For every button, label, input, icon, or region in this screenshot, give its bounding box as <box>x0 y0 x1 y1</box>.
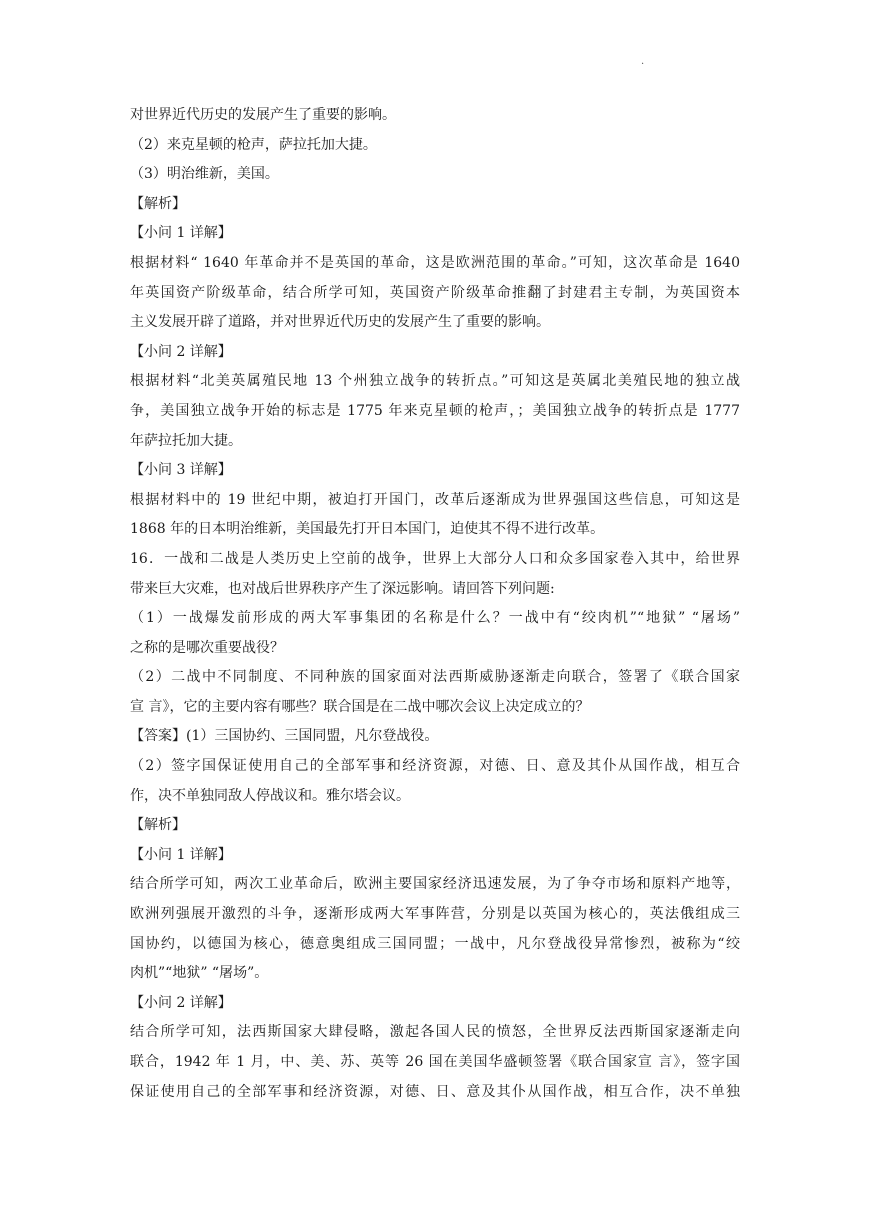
text-line: 根据材料“ 1640 年革命并不是英国的革命，这是欧洲范围的革命。”可知，这次革命是 1640 <box>130 254 740 271</box>
answer-line: （3）明治维新，美国。 <box>130 166 279 183</box>
text-line: 肉机”“地狱” “屠场”。 <box>130 965 269 982</box>
answer-line: 作，决不单独同敌人停战议和。雅尔塔会议。 <box>130 787 410 804</box>
text-line: 根据材料中的 19 世纪中期，被迫打开国门，改革后逐渐成为世界强国这些信息，可知这是 <box>130 491 740 508</box>
subsection-heading: 【小问 2 详解】 <box>130 343 232 360</box>
text-line: 结合所学可知，两次工业革命后，欧洲主要国家经济迅速发展，为了争夺市场和原料产地等， <box>130 876 740 893</box>
text-line: 根据材料“北美英属殖民地 13 个州独立战争的转折点。”可知这是英属北美殖民地的独立战 <box>130 373 740 390</box>
header-mark: . <box>641 56 645 67</box>
section-heading: 【解析】 <box>130 817 186 834</box>
text-line: 国协约，以德国为核心，德意奥组成三国同盟；一战中，凡尔登战役异常惨烈，被称为“绞 <box>130 935 740 952</box>
text-line: 对世界近代历史的发展产生了重要的影响。 <box>130 107 396 123</box>
answer-line: 【答案】(1）三国协约、三国同盟，凡尔登战役。 <box>130 728 439 745</box>
question-line: 之称的是哪次重要战役？ <box>130 639 284 656</box>
text-line: 保证使用自己的全部军事和经济资源，对德、日、意及其仆从国作战，相互合作，决不单独 <box>130 1083 740 1100</box>
subsection-heading: 【小问 3 详解】 <box>130 462 232 479</box>
section-heading: 【解析】 <box>130 195 186 212</box>
text-line: 主义发展开辟了道路，并对世界近代历史的发展产生了重要的影响。 <box>130 314 550 331</box>
subsection-heading: 【小问 2 详解】 <box>130 994 232 1011</box>
subsection-heading: 【小问 1 详解】 <box>130 846 232 863</box>
text-line: 联合，1942 年 1 月，中、美、苏、英等 26 国在美国华盛顿签署《联合国家宣 言》，签字国 <box>130 1054 740 1070</box>
text-line: 1868 年的日本明治维新，美国最先打开日本国门，迫使其不得不进行改革。 <box>130 521 605 538</box>
subsection-heading: 【小问 1 详解】 <box>130 225 232 242</box>
document-body <box>130 101 740 1107</box>
question-line: （2）二战中不同制度、不同种族的国家面对法西斯威胁逐渐走向联合，签署了《联合国家 <box>130 669 740 686</box>
text-line: 结合所学可知，法西斯国家大肆侵略，激起各国人民的愤怒，全世界反法西斯国家逐渐走向 <box>130 1024 740 1041</box>
text-line: 欧洲列强展开激烈的斗争，逐渐形成两大军事阵营，分别是以英国为核心的，英法俄组成三 <box>130 906 740 923</box>
question-line: 宣 言》，它的主要内容有哪些？联合国是在二战中哪次会议上决定成立的？ <box>130 698 590 715</box>
question-line: （1）一战爆发前形成的两大军事集团的名称是什么？一战中有“绞肉机”“地狱” “屠场” <box>130 610 740 627</box>
text-line: 争，美国独立战争开始的标志是 1775 年来克星顿的枪声，；美国独立战争的转折点是 1777 <box>130 402 740 419</box>
question-line: 16．一战和二战是人类历史上空前的战争，世界上大部分人口和众多国家卷入其中，给世界 <box>130 550 740 567</box>
answer-line: （2）签字国保证使用自己的全部军事和经济资源，对德、日、意及其仆从国作战，相互合 <box>130 758 740 775</box>
text-line: 年英国资产阶级革命，结合所学可知，英国资产阶级革命推翻了封建君主专制，为英国资本 <box>130 284 740 301</box>
text-line: 年萨拉托加大捷。 <box>130 432 242 449</box>
question-line: 带来巨大灾难，也对战后世界秩序产生了深远影响。请回答下列问题: <box>130 580 555 597</box>
answer-line: （2）来克星顿的枪声，萨拉托加大捷。 <box>130 136 377 153</box>
